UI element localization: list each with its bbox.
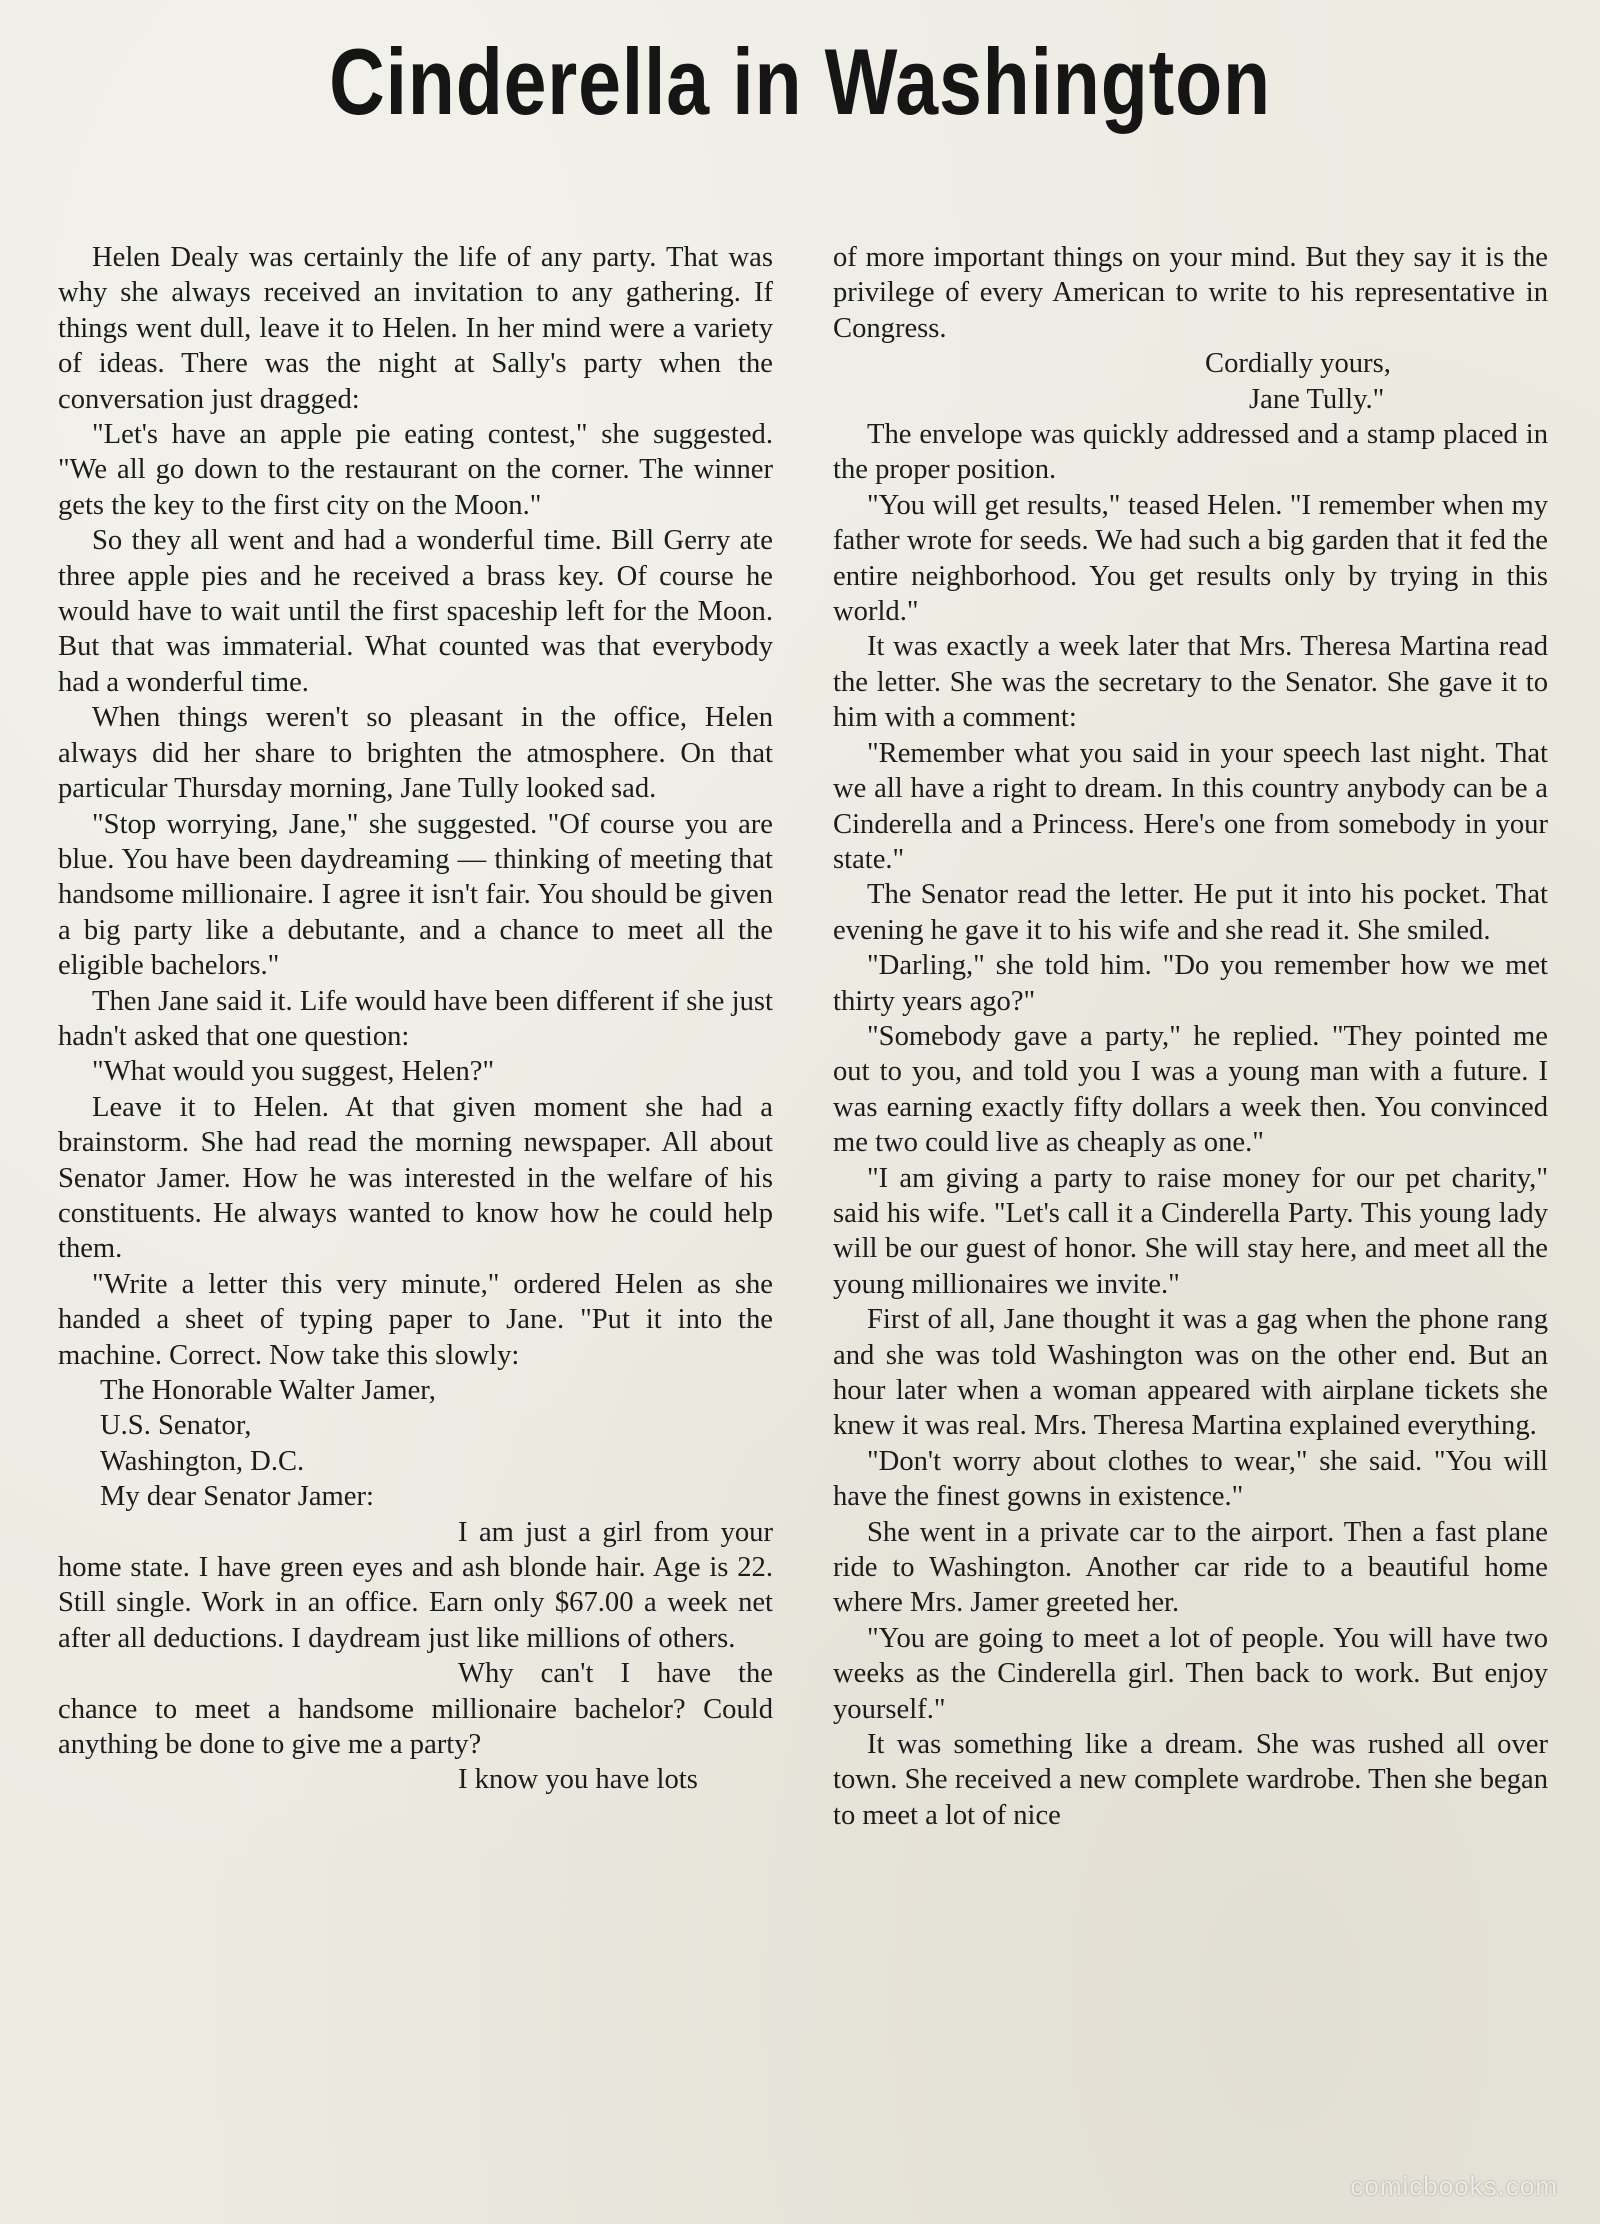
paragraph: "Remember what you said in your speech last night. That we all have a right to dream. In this country anybody can be a Cinderella and a Princess. Here's one from somebody in your state." — [833, 737, 1548, 875]
paragraph: "Don't worry about clothes to wear," she said. "You will have the finest gowns in existence." — [833, 1445, 1548, 1513]
paragraph: It was something like a dream. She was rushed all over town. She received a new complete wardrobe. Then she began to meet a lot of nice — [833, 1729, 1548, 1831]
story-title: Cinderella in Washington — [329, 29, 1271, 134]
paragraph: "You are going to meet a lot of people. You will have two weeks as the Cinderella girl. Then back to work. But enjoy yourself." — [833, 1622, 1548, 1725]
paragraph: "Stop worrying, Jane," she suggested. "Of course you are blue. You have been daydreaming — thinking of meeting that handsome millionaire. I agree it isn't fair. You should be given a big party like a debutante, and a chance to meet all the eligible bachelors." — [58, 808, 773, 982]
letter-signature: Jane Tully." — [1249, 383, 1385, 415]
paragraph: "Write a letter this very minute," ordered Helen as she handed a sheet of typing paper to Jane. "Put it into the machine. Correct. Now take this slowly: — [58, 1268, 773, 1371]
paragraph: "I am giving a party to raise money for our pet charity," said his wife. "Let's call it a Cinderella Party. This young lady will be our guest of honor. She will stay here, and meet all the young millionaires we invite." — [833, 1162, 1548, 1300]
paragraph: "You will get results," teased Helen. "I remember when my father wrote for seeds. We had such a big garden that it fed the entire neighborhood. You get results only by trying in this world." — [833, 489, 1548, 628]
paragraph: She went in a private car to the airport. Then a fast plane ride to Washington. Another car ride to a beautiful home where Mrs. Jamer greeted her. — [833, 1516, 1548, 1619]
letter-paragraph: I know you have lots — [458, 1764, 698, 1796]
paragraph: It was exactly a week later that Mrs. Theresa Martina read the letter. She was the secretary to the Senator. She gave it to him with a comment: — [833, 631, 1548, 734]
right-column — [833, 240, 1548, 1833]
letter-paragraph: Why can't I have the chance to meet a handsome millionaire bachelor? Could anything be done to give me a party? — [58, 1658, 773, 1761]
left-column — [58, 240, 773, 1798]
letter-paragraph: I am just a girl from your home state. I have green eyes and ash blonde hair. Age is 22. Still single. Work in an office. Earn only $67.00 a week net after all deductions. I daydream just like millions of others. — [58, 1516, 773, 1654]
paragraph: The envelope was quickly addressed and a stamp placed in the proper position. — [833, 419, 1548, 486]
paragraph: Then Jane said it. Life would have been different if she just hadn't asked that one question: — [58, 985, 773, 1052]
letter-address-line: Washington, D.C. — [100, 1445, 305, 1477]
paragraph: Leave it to Helen. At that given moment she had a brainstorm. She had read the morning newspaper. All about Senator Jamer. How he was interested in the welfare of his constituents. He always wanted to know how he could help them. — [58, 1091, 773, 1265]
paragraph: "Somebody gave a party," he replied. "They pointed me out to you, and told you I was a young man with a future. I was earning exactly fifty dollars a week then. You convinced me two could live as cheaply as one." — [833, 1020, 1548, 1159]
paragraph: First of all, Jane thought it was a gag when the phone rang and she was told Washington was on the other end. But an hour later when a woman appeared with airplane tickets she knew it was real. Mrs. Theresa Martina explained everything. — [833, 1304, 1548, 1442]
letter-salutation: My dear Senator Jamer: — [100, 1481, 374, 1513]
paragraph: The Senator read the letter. He put it into his pocket. That evening he gave it to his wife and she read it. She smiled. — [833, 879, 1548, 946]
paragraph: of more important things on your mind. But they say it is the privilege of every American to write to his representative in Congress. — [833, 242, 1548, 344]
letter-address-line: The Honorable Walter Jamer, — [100, 1375, 436, 1406]
paragraph: "Darling," she told him. "Do you remember how we met thirty years ago?" — [833, 950, 1548, 1017]
paragraph: "Let's have an apple pie eating contest," she suggested. "We all go down to the restaurant on the corner. The winner gets the key to the first city on the Moon." — [58, 419, 773, 521]
watermark: comicbooks.com — [1350, 2171, 1558, 2201]
paragraph: Helen Dealy was certainly the life of any party. That was why she always received an invitation to any gathering. If things went dull, leave it to Helen. In her mind were a variety of ideas. There was the night at Sally's party when the conversation just dragged: — [58, 242, 773, 415]
letter-closing: Cordially yours, — [1205, 348, 1391, 380]
letter-address-line: U.S. Senator, — [100, 1410, 252, 1442]
paragraph: So they all went and had a wonderful time. Bill Gerry ate three apple pies and he received a brass key. Of course he would have to wait until the first spaceship left for the Moon. But that was immaterial. What counted was that everybody had a wonderful time. — [58, 525, 773, 698]
paragraph: "What would you suggest, Helen?" — [92, 1056, 495, 1088]
paragraph: When things weren't so pleasant in the office, Helen always did her share to brighten the atmosphere. On that particular Thursday morning, Jane Tully looked sad. — [58, 702, 773, 805]
